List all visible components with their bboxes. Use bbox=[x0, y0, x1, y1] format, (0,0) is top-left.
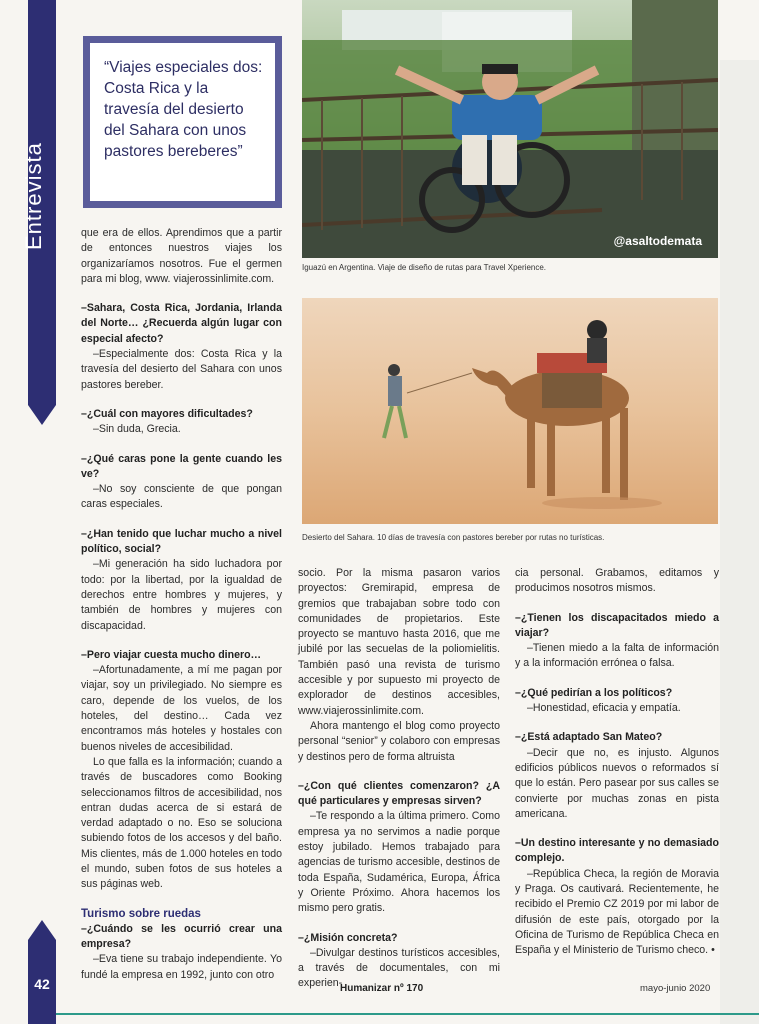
footer-magazine-name: Humanizar nº 170 bbox=[340, 983, 424, 994]
answer: –Sin duda, Grecia. bbox=[93, 423, 181, 436]
question: –¿Han tenido que luchar mucho a nivel político, social? bbox=[81, 527, 282, 556]
answer: –Te respondo a la última primero. Como empresa ya no servimos a nadie porque estoy jubilado. Hemos trabajado para agencias de turismo accesible, destinos de toda España, Sudamérica, Europa, África y Oriente Próximo. Ahora hacemos los mismo pero gratis. bbox=[298, 810, 500, 915]
answer: –República Checa, la región de Moravia y Praga. Os cautivará. Recientemente, he recibido el Premio CZ 2019 por mi labor de difusión de este país, otorgado por la Oficina de Turismo de República Checa en España y el Ministerio de Turismo checo. • bbox=[515, 867, 719, 957]
photo-iguazu-illustration bbox=[302, 0, 718, 258]
section-label: Entrevista bbox=[21, 142, 46, 250]
page-number: 42 bbox=[34, 976, 50, 992]
page-edge bbox=[720, 60, 759, 1024]
subheading: Turismo sobre ruedas bbox=[81, 907, 201, 920]
caption-iguazu: Iguazú en Argentina. Viaje de diseño de rutas para Travel Xperience. bbox=[302, 263, 547, 272]
caption-sahara: Desierto del Sahara. 10 días de travesía con pastores bereber por rutas no turísticas. bbox=[302, 533, 605, 542]
photo-sahara bbox=[302, 298, 718, 524]
answer: –Eva tiene su trabajo independiente. Yo fundé la empresa en 1992, junto con otro bbox=[81, 953, 282, 981]
question: –¿Tienen los discapacitados miedo a viajar? bbox=[515, 611, 719, 639]
text-column-middle bbox=[298, 566, 500, 992]
question: –Pero viajar cuesta mucho dinero… bbox=[81, 648, 262, 661]
footer-tab bbox=[28, 940, 56, 1024]
question: –¿Cuál con mayores dificultades? bbox=[81, 407, 253, 420]
answer: –Especialmente dos: Costa Rica y la travesía del desierto del Sahara con unos pastores bereber. bbox=[81, 348, 282, 391]
answer: –Decir que no, es injusto. Algunos edificios públicos nuevos o reformados sí que lo están. Pero pasear por sus calles se convierte por muchas zonas en pista americana. bbox=[515, 746, 719, 820]
pull-quote-text: “Viajes especiales dos: Costa Rica y la travesía del desierto del Sahara con unos pastores bereberes” bbox=[104, 59, 263, 160]
paragraph: socio. Por la misma pasaron varios proyectos: Gremirapid, empresa de gremios que trabajaban sobre todo con comunidades de propietarios. Este proyecto se mantuvo hasta 2016, que me jubilé por las secuelas de la poliomielitis. También pasó una revista de turismo accesible y por supuesto mi proyecto de explorador de destinos accesibles, www.viajerossinlimite.com. bbox=[298, 567, 500, 717]
answer: –Divulgar destinos turísticos accesibles, a través de documentales, con mi experien- bbox=[298, 946, 500, 990]
question: –¿Con qué clientes comenzaron? ¿A qué particulares y empresas sirven? bbox=[298, 779, 500, 808]
photo-sahara-illustration bbox=[302, 298, 718, 524]
paragraph: que era de ellos. Aprendimos que a partir de entonces nuestros viajes los organizaríamos nosotros. Fue el germen para mi blog, www. viajerossinlimite.com. bbox=[81, 227, 282, 285]
photo-iguazu bbox=[302, 0, 718, 258]
footer-issue-date: mayo-junio 2020 bbox=[640, 983, 711, 994]
paragraph: Ahora mantengo el blog como proyecto personal “senior” y colaboro con empresas y destinos pero de forma altruista bbox=[298, 719, 500, 763]
question: –Sahara, Costa Rica, Jordania, Irlanda del Norte… ¿Recuerda algún lugar con especial afecto? bbox=[81, 302, 282, 345]
answer: –Honestidad, eficacia y empatía. bbox=[527, 702, 681, 715]
pull-quote-box bbox=[83, 36, 282, 208]
answer: –Afortunadamente, a mí me pagan por viajar, soy un privilegiado. No siempre es caro, depende de los vuelos, de los hoteles, del destino… Cada vez encontramos más hoteles y hostales con buenos niveles de accesibilidad. bbox=[81, 664, 282, 753]
question: –¿Qué pedirían a los políticos? bbox=[515, 686, 673, 699]
bottom-rule bbox=[56, 1013, 759, 1015]
text-column-left bbox=[81, 226, 282, 983]
question: –¿Está adaptado San Mateo? bbox=[515, 731, 663, 744]
text-column-right bbox=[515, 566, 719, 959]
answer: –No soy consciente de que pongan caras especiales. bbox=[81, 483, 282, 511]
question: –Un destino interesante y no demasiado complejo. bbox=[515, 837, 719, 865]
paragraph: Lo que falla es la información; cuando a través de buscadores como Booking seleccionamos filtros de accesibilidad, nos entran dudas acerca de si estará de verdad adaptado o no. Eso se soluciona subiendo fotos de los accesos y del baño. Mis clientes, más de 1.000 hoteles en todo el mundo, suben fotos de sus hoteles a sus páginas web. bbox=[81, 755, 282, 891]
answer: –Mi generación ha sido luchadora por todo: por la libertad, por la igualdad de derechos entre hombres y mujeres, y también de hombres y mujeres con discapacidad. bbox=[81, 558, 282, 632]
footer-tab-arrow bbox=[28, 920, 56, 940]
section-tab-arrow bbox=[28, 405, 56, 425]
photo-credit: @asaltodemata bbox=[613, 234, 702, 248]
question: –¿Misión concreta? bbox=[298, 931, 398, 944]
answer: –Tienen miedo a la falta de información y a la información errónea o falsa. bbox=[515, 642, 719, 670]
question: –¿Qué caras pone la gente cuando les ve? bbox=[81, 452, 282, 480]
question: –¿Cuándo se les ocurrió crear una empresa? bbox=[81, 922, 282, 951]
paragraph: cia personal. Grabamos, editamos y producimos nosotros mismos. bbox=[515, 567, 719, 595]
